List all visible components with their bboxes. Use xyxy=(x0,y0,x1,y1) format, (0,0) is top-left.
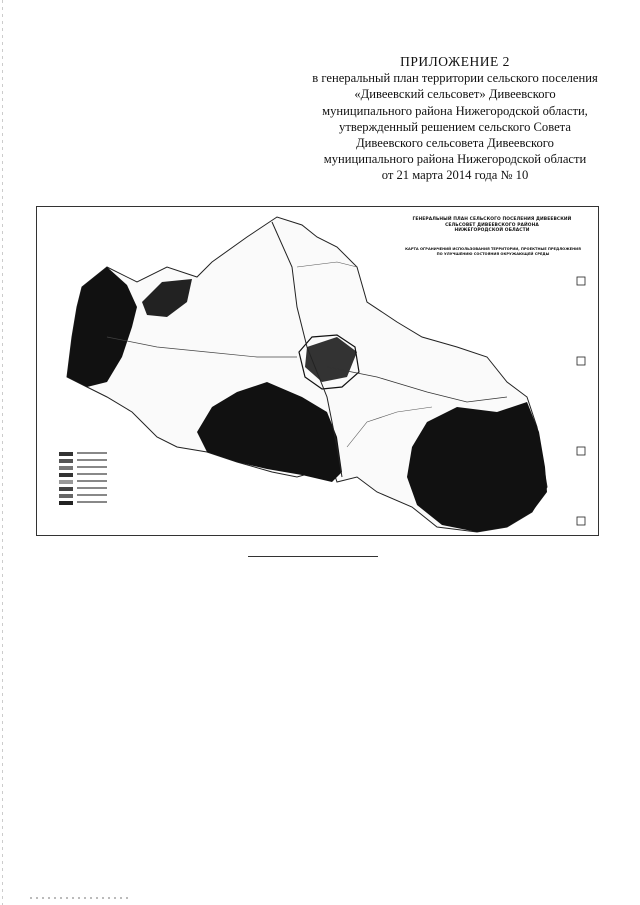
appendix-title: ПРИЛОЖЕНИЕ 2 xyxy=(400,54,510,69)
header-line-2: в генеральный план территории сельского поселения xyxy=(312,71,598,86)
divider-line xyxy=(248,556,378,557)
map-subtitle: КАРТА ОГРАНИЧЕНИЙ ИСПОЛЬЗОВАНИЯ ТЕРРИТОРИИ, ПРОЕКТНЫЕ ПРЕДЛОЖЕНИЯ ПО УЛУЧШЕНИЮ СОСТОЯНИЯ ОКРУЖАЮЩЕЙ СРЕДЫ xyxy=(405,247,581,256)
header-line-7: муниципального района Нижегородской области xyxy=(323,152,587,167)
map-title: ГЕНЕРАЛЬНЫЙ ПЛАН СЕЛЬСКОГО ПОСЕЛЕНИЯ ДИВЕЕВСКИЙ СЕЛЬСОВЕТ ДИВЕЕВСКОГО РАЙОНА НИЖЕГОРОДСКОЙ ОБЛАСТИ xyxy=(412,217,572,234)
header-line-8: от 21 марта 2014 года № 10 xyxy=(381,168,529,183)
map-figure xyxy=(36,206,599,536)
appendix-header xyxy=(290,54,620,184)
scan-edge xyxy=(2,0,3,905)
scan-footer xyxy=(30,897,130,899)
map-legend xyxy=(59,452,107,505)
forest-zone-southeast xyxy=(407,402,547,532)
header-line-4: муниципального района Нижегородской области, xyxy=(322,103,588,118)
header-line-5: утвержденный решением сельского Совета xyxy=(339,119,571,134)
header-line-6: Дивеевского сельсовета Дивеевского xyxy=(356,136,554,151)
header-line-3: «Дивеевский сельсовет» Дивеевского xyxy=(354,87,556,102)
side-legend-symbols xyxy=(577,277,585,525)
